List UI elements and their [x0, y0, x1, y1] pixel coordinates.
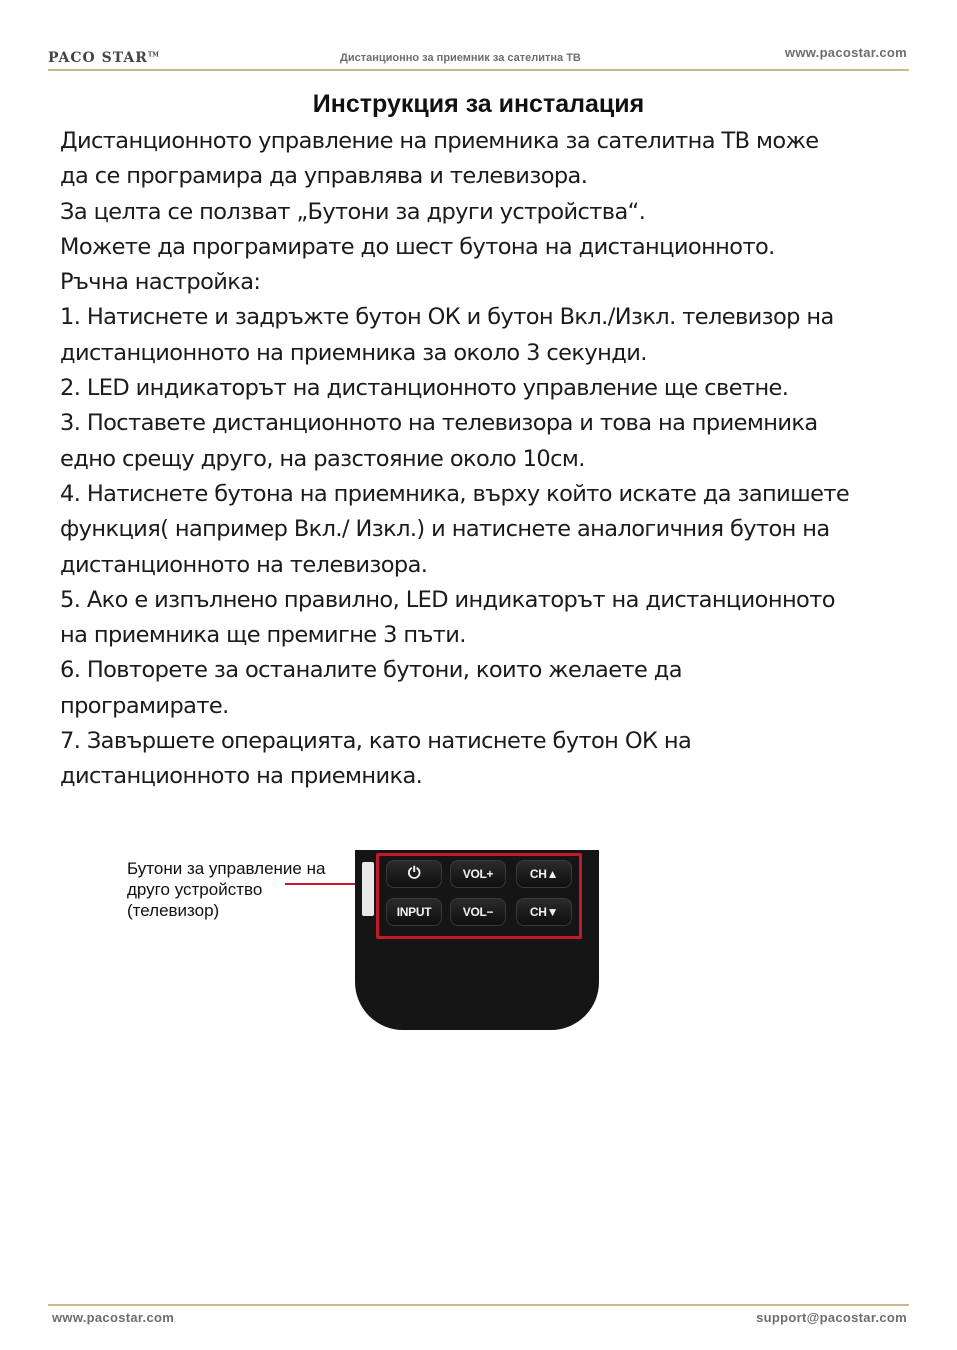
brand-logo: PACO STAR™ — [48, 50, 159, 66]
body-line: Можете да програмирате до шест бутона на дистанционното. — [60, 233, 775, 260]
body-line: дистанционното на приемника. — [60, 763, 423, 790]
body-line: едно срещу друго, на разстояние около 10см. — [60, 445, 585, 472]
caption-line: друго устройство — [127, 880, 263, 899]
page-title: Инструкция за инсталация — [312, 90, 645, 118]
body-line: дистанционното на приемника за около 3 секунди. — [60, 339, 647, 366]
body-line: Ръчна настройка: — [60, 269, 261, 296]
caption-line: Бутони за управление на — [127, 859, 326, 878]
body-line: да се програмира да управлява и телевизора. — [60, 163, 588, 190]
ch-up-button: CH▲ — [516, 860, 572, 888]
body-line: 4. Натиснете бутона на приемника, върху който искате да запишете — [60, 480, 850, 507]
page-header — [0, 0, 957, 75]
power-button: ⏻ — [386, 860, 442, 888]
ch-down-button: CH▼ — [516, 898, 572, 926]
caption-line: (телевизор) — [127, 901, 220, 920]
instructions-body — [60, 124, 910, 795]
body-line: Дистанционното управление на приемника за сателитна ТВ може — [60, 128, 819, 154]
header-title: Дистанционно за приемник за сателитна ТВ — [340, 52, 581, 64]
footer-url: www.pacostar.com — [52, 1310, 175, 1325]
body-line: програмирате. — [60, 692, 229, 719]
figure-caption — [127, 858, 325, 921]
header-url: www.pacostar.com — [784, 45, 907, 60]
remote-side-switch — [362, 862, 374, 916]
body-line: 3. Поставете дистанционното на телевизора и това на приемника — [60, 410, 818, 437]
body-line: За целта се ползват „Бутони за други устройства“. — [60, 198, 646, 225]
body-line: дистанционното на телевизора. — [60, 551, 428, 578]
vol-down-button: VOL− — [450, 898, 506, 926]
body-line: 7. Завършете операцията, като натиснете бутон ОК на — [60, 728, 692, 755]
footer-email: support@pacostar.com — [756, 1310, 907, 1325]
input-button: INPUT — [386, 898, 442, 926]
body-line: 5. Ако е изпълнено правилно, LED индикаторът на дистанционното — [60, 586, 835, 613]
body-line: 2. LED индикаторът на дистанционното управление ще светне. — [60, 375, 789, 402]
footer-divider — [48, 1304, 909, 1306]
body-line: на приемника ще премигне 3 пъти. — [60, 622, 466, 649]
body-line: 1. Натиснете и задръжте бутон ОК и бутон Вкл./Изкл. телевизор на — [60, 304, 834, 331]
header-divider — [48, 69, 909, 71]
body-line: 6. Повторете за останалите бутони, които желаете да — [60, 657, 682, 684]
body-line: функция( например Вкл./ Изкл.) и натиснете аналогичния бутон на — [60, 516, 830, 543]
vol-up-button: VOL+ — [450, 860, 506, 888]
